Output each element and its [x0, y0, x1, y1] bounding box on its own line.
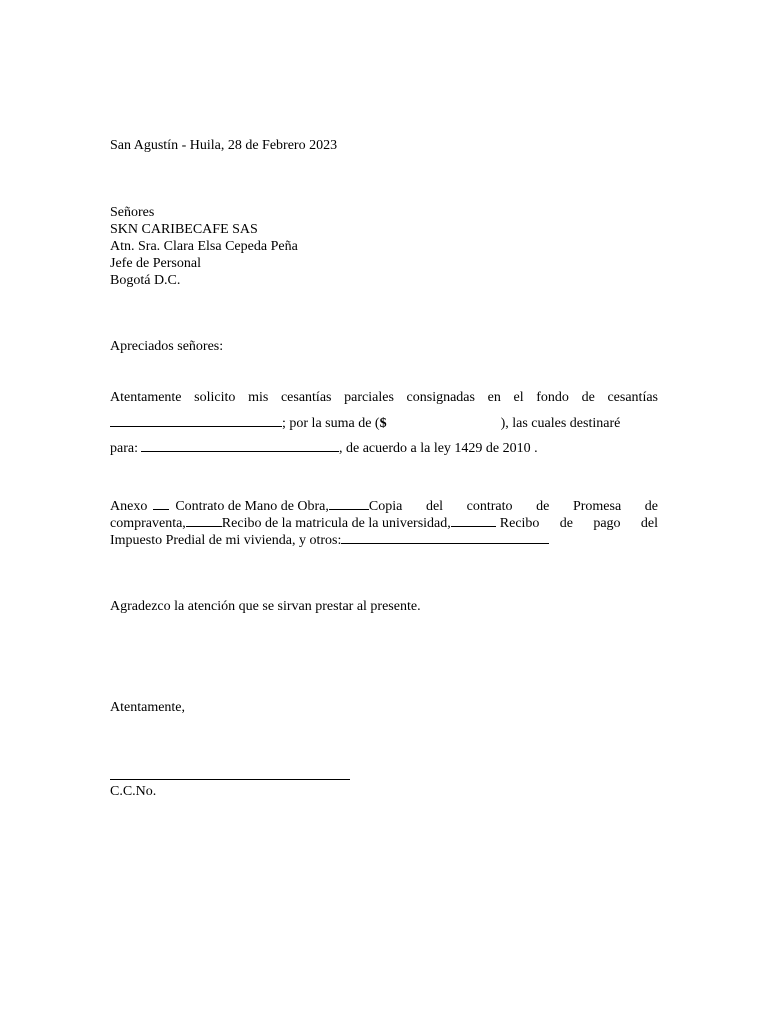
annex-blank-4: [451, 514, 496, 527]
annex-item-4: Recibo de pago del: [499, 516, 658, 531]
destination-blank: [141, 439, 339, 452]
signature-caption-text: C.C.No.: [110, 784, 157, 799]
request-line-2: [110, 414, 658, 431]
recipient-line-1: Señores: [110, 205, 155, 220]
annex-item-1: Contrato de Mano de Obra,: [175, 499, 329, 514]
closing: [110, 699, 658, 716]
place-date-text: San Agustín - Huila, 28 de Febrero 2023: [110, 138, 338, 153]
signature-caption: [110, 783, 658, 800]
recipient-block: [110, 204, 658, 289]
request-line-2-a: ; por la suma de (: [282, 416, 380, 431]
annex-blank-2: [329, 497, 369, 510]
request-line-3-b: , de acuerdo a la ley 1429 de 2010 .: [338, 441, 538, 456]
request-line-2-c: ), las cuales destinaré: [500, 416, 621, 431]
request-dollar: $: [379, 416, 387, 431]
annex-item-3: Recibo de la matricula de la universidad,: [221, 516, 451, 531]
recipient-line-4: Jefe de Personal: [110, 256, 201, 271]
annex-item-2-cont: compraventa,: [110, 516, 186, 531]
paragraph-request: [110, 389, 658, 456]
salutation: [110, 338, 658, 355]
annex-blank-5: [341, 531, 549, 544]
request-line-1: Atentamente solicito mis cesantías parciales consignadas en el fondo de cesantías: [110, 390, 658, 405]
annex-word: Anexo: [110, 499, 148, 514]
thanks-text: Agradezco la atención que se sirvan prestar al presente.: [110, 599, 421, 614]
place-date: [110, 137, 658, 154]
annex-line-1: [110, 497, 658, 514]
annex-item-4-cont: Impuesto Predial de mi vivienda, y otros:: [110, 533, 342, 548]
request-line-3: [110, 439, 658, 456]
salutation-text: Apreciados señores:: [110, 339, 224, 354]
recipient-line-2: SKN CARIBECAFE SAS: [110, 222, 258, 237]
recipient-line-5: Bogotá D.C.: [110, 273, 181, 288]
paragraph-annex: [110, 497, 658, 548]
annex-blank-1: [153, 497, 169, 510]
recipient-line-3: Atn. Sra. Clara Elsa Cepeda Peña: [110, 239, 298, 254]
signature-line: [110, 779, 350, 780]
closing-text: Atentamente,: [110, 700, 186, 715]
annex-blank-3: [186, 514, 222, 527]
fund-blank: [110, 414, 282, 427]
annex-line-3: [110, 531, 658, 548]
annex-item-2: Copia del contrato de Promesa de: [368, 499, 658, 514]
request-line-3-a: para:: [110, 441, 138, 456]
annex-line-2: [110, 514, 658, 531]
thanks: [110, 598, 658, 615]
